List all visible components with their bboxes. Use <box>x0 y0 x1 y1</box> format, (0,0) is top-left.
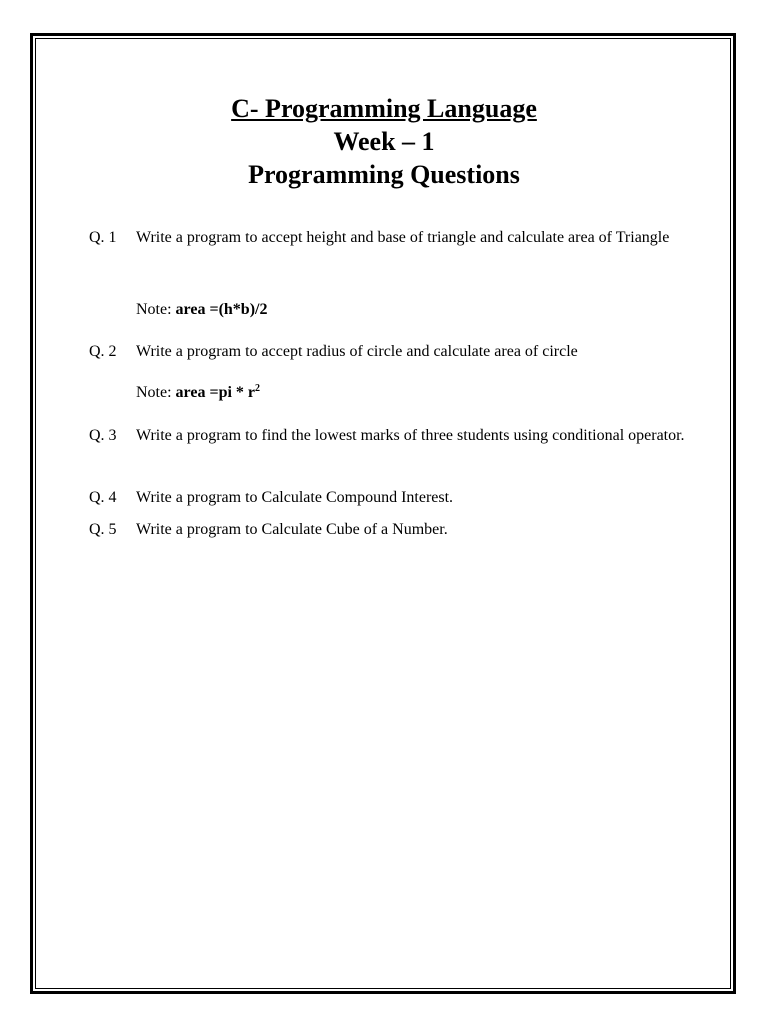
note-superscript: 2 <box>255 383 261 394</box>
question-text: Write a program to find the lowest marks of three students using conditional operator. <box>136 427 685 444</box>
section-subtitle: Programming Questions <box>248 160 520 189</box>
question-number: Q. 2 <box>89 343 117 360</box>
document-title: C- Programming Language <box>231 94 537 123</box>
note-label: Note: <box>136 301 172 318</box>
question-note <box>136 300 267 320</box>
question-note <box>136 383 260 403</box>
note-label: Note: <box>136 384 172 401</box>
question-text: Write a program to Calculate Compound Interest. <box>136 489 454 506</box>
question-text: Write a program to accept height and base of triangle and calculate area of Triangle <box>136 229 670 246</box>
note-formula: area =(h*b)/2 <box>175 301 268 318</box>
question-text: Write a program to accept radius of circle and calculate area of circle <box>136 343 578 360</box>
note-formula: area =pi * r <box>175 384 256 401</box>
question-text: Write a program to Calculate Cube of a Number. <box>136 521 448 538</box>
question-number: Q. 3 <box>89 427 117 444</box>
question-number: Q. 5 <box>89 521 117 538</box>
question-number: Q. 1 <box>89 229 117 246</box>
week-heading: Week – 1 <box>333 127 435 156</box>
question-number: Q. 4 <box>89 489 117 506</box>
